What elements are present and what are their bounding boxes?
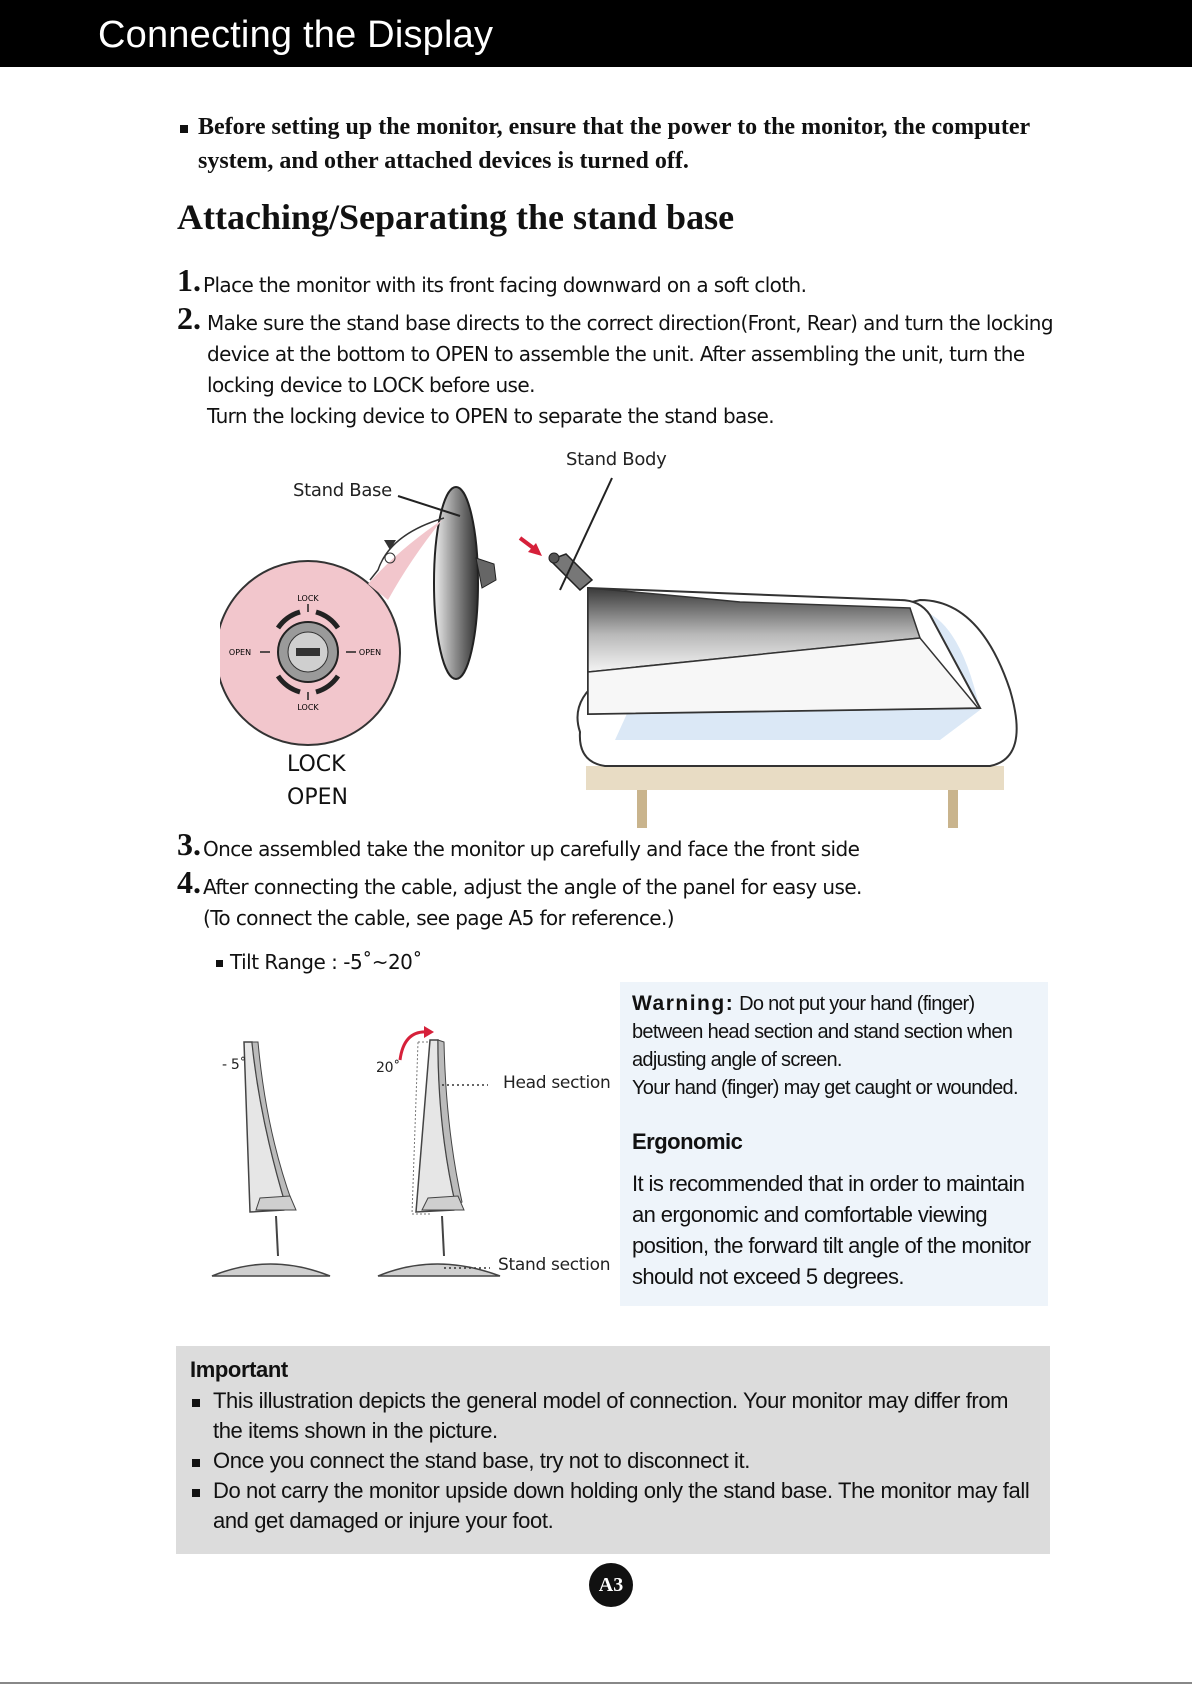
- step-text: device at the bottom to OPEN to assemble the unit. After assembling the unit, turn the: [207, 342, 1025, 366]
- minus5-label: - 5˚: [222, 1057, 247, 1073]
- step-text: Place the monitor with its front facing downward on a soft cloth.: [203, 273, 807, 297]
- step-number: 3.: [177, 826, 201, 862]
- tilt-diagram: [200, 1020, 610, 1280]
- section-title: Attaching/Separating the stand base: [177, 197, 735, 237]
- stand-base-label: Stand Base: [293, 480, 392, 501]
- open-label: OPEN: [287, 785, 348, 810]
- intro-text: Before setting up the monitor, ensure that the power to the monitor, the computer system, and other attached devices is turned off.: [198, 114, 1030, 174]
- dial-label-right: OPEN: [358, 648, 382, 657]
- plus20-label: 20˚: [376, 1060, 400, 1076]
- step-text: locking device to LOCK before use.: [207, 373, 535, 397]
- list-item: Do not carry the monitor upside down holding only the stand base. The monitor may fall and get damaged or injure your foot.: [190, 1476, 1030, 1536]
- step-number: 1.: [177, 262, 201, 298]
- stand-body-label: Stand Body: [566, 449, 667, 470]
- intro-note: [178, 110, 1058, 178]
- dial-label-left: OPEN: [228, 648, 252, 657]
- warning-text-2: Your hand (finger) may get caught or wounded.: [632, 1077, 1018, 1099]
- list-item: This illustration depicts the general model of connection. Your monitor may differ from the items shown in the picture.: [190, 1386, 1030, 1446]
- important-list: [190, 1386, 1030, 1536]
- tilt-range-text: Tilt Range : -5˚~20˚: [230, 950, 422, 974]
- step-text: After connecting the cable, adjust the angle of the panel for easy use.: [203, 875, 862, 899]
- step-text: (To connect the cable, see page A5 for reference.): [203, 906, 674, 930]
- ergonomic-text: It is recommended that in order to maintain an ergonomic and comfortable viewing position, the forward tilt angle of the monitor should not exceed 5 degrees.: [632, 1171, 1031, 1289]
- tilt-range: [216, 950, 422, 974]
- warning-text: [632, 990, 1037, 1102]
- step-number: 4.: [177, 864, 201, 900]
- footer-divider: [0, 1682, 1192, 1684]
- lock-label: LOCK: [287, 752, 346, 777]
- list-item: Once you connect the stand base, try not to disconnect it.: [190, 1446, 1030, 1476]
- step-4: [177, 864, 862, 934]
- step-text: Once assembled take the monitor up carefully and face the front side: [203, 837, 860, 861]
- step-1: [177, 262, 807, 301]
- dial-label-top: LOCK: [297, 594, 319, 603]
- dial-label-bottom: LOCK: [297, 703, 319, 712]
- ergonomic-title: Ergonomic: [632, 1129, 743, 1154]
- warning-heading: Warning:: [632, 992, 735, 1015]
- important-title: Important: [190, 1357, 288, 1382]
- stand-section-label: Stand section: [498, 1255, 611, 1275]
- head-section-label: Head section: [503, 1073, 611, 1093]
- warning-text-1: Do not put your hand (finger) between head section and stand section when adjusting angle of screen.: [632, 993, 1013, 1071]
- page-title: Connecting the Display: [98, 14, 494, 56]
- bullet-square-icon: [180, 125, 188, 133]
- step-text: Turn the locking device to OPEN to separate the stand base.: [207, 404, 774, 428]
- bullet-square-icon: [216, 960, 223, 967]
- step-text: Make sure the stand base directs to the correct direction(Front, Rear) and turn the locking: [207, 311, 1053, 335]
- step-2: [177, 300, 1053, 432]
- page-number-badge: A3: [589, 1563, 633, 1607]
- step-number: 2.: [177, 300, 201, 336]
- step-3: [177, 826, 860, 865]
